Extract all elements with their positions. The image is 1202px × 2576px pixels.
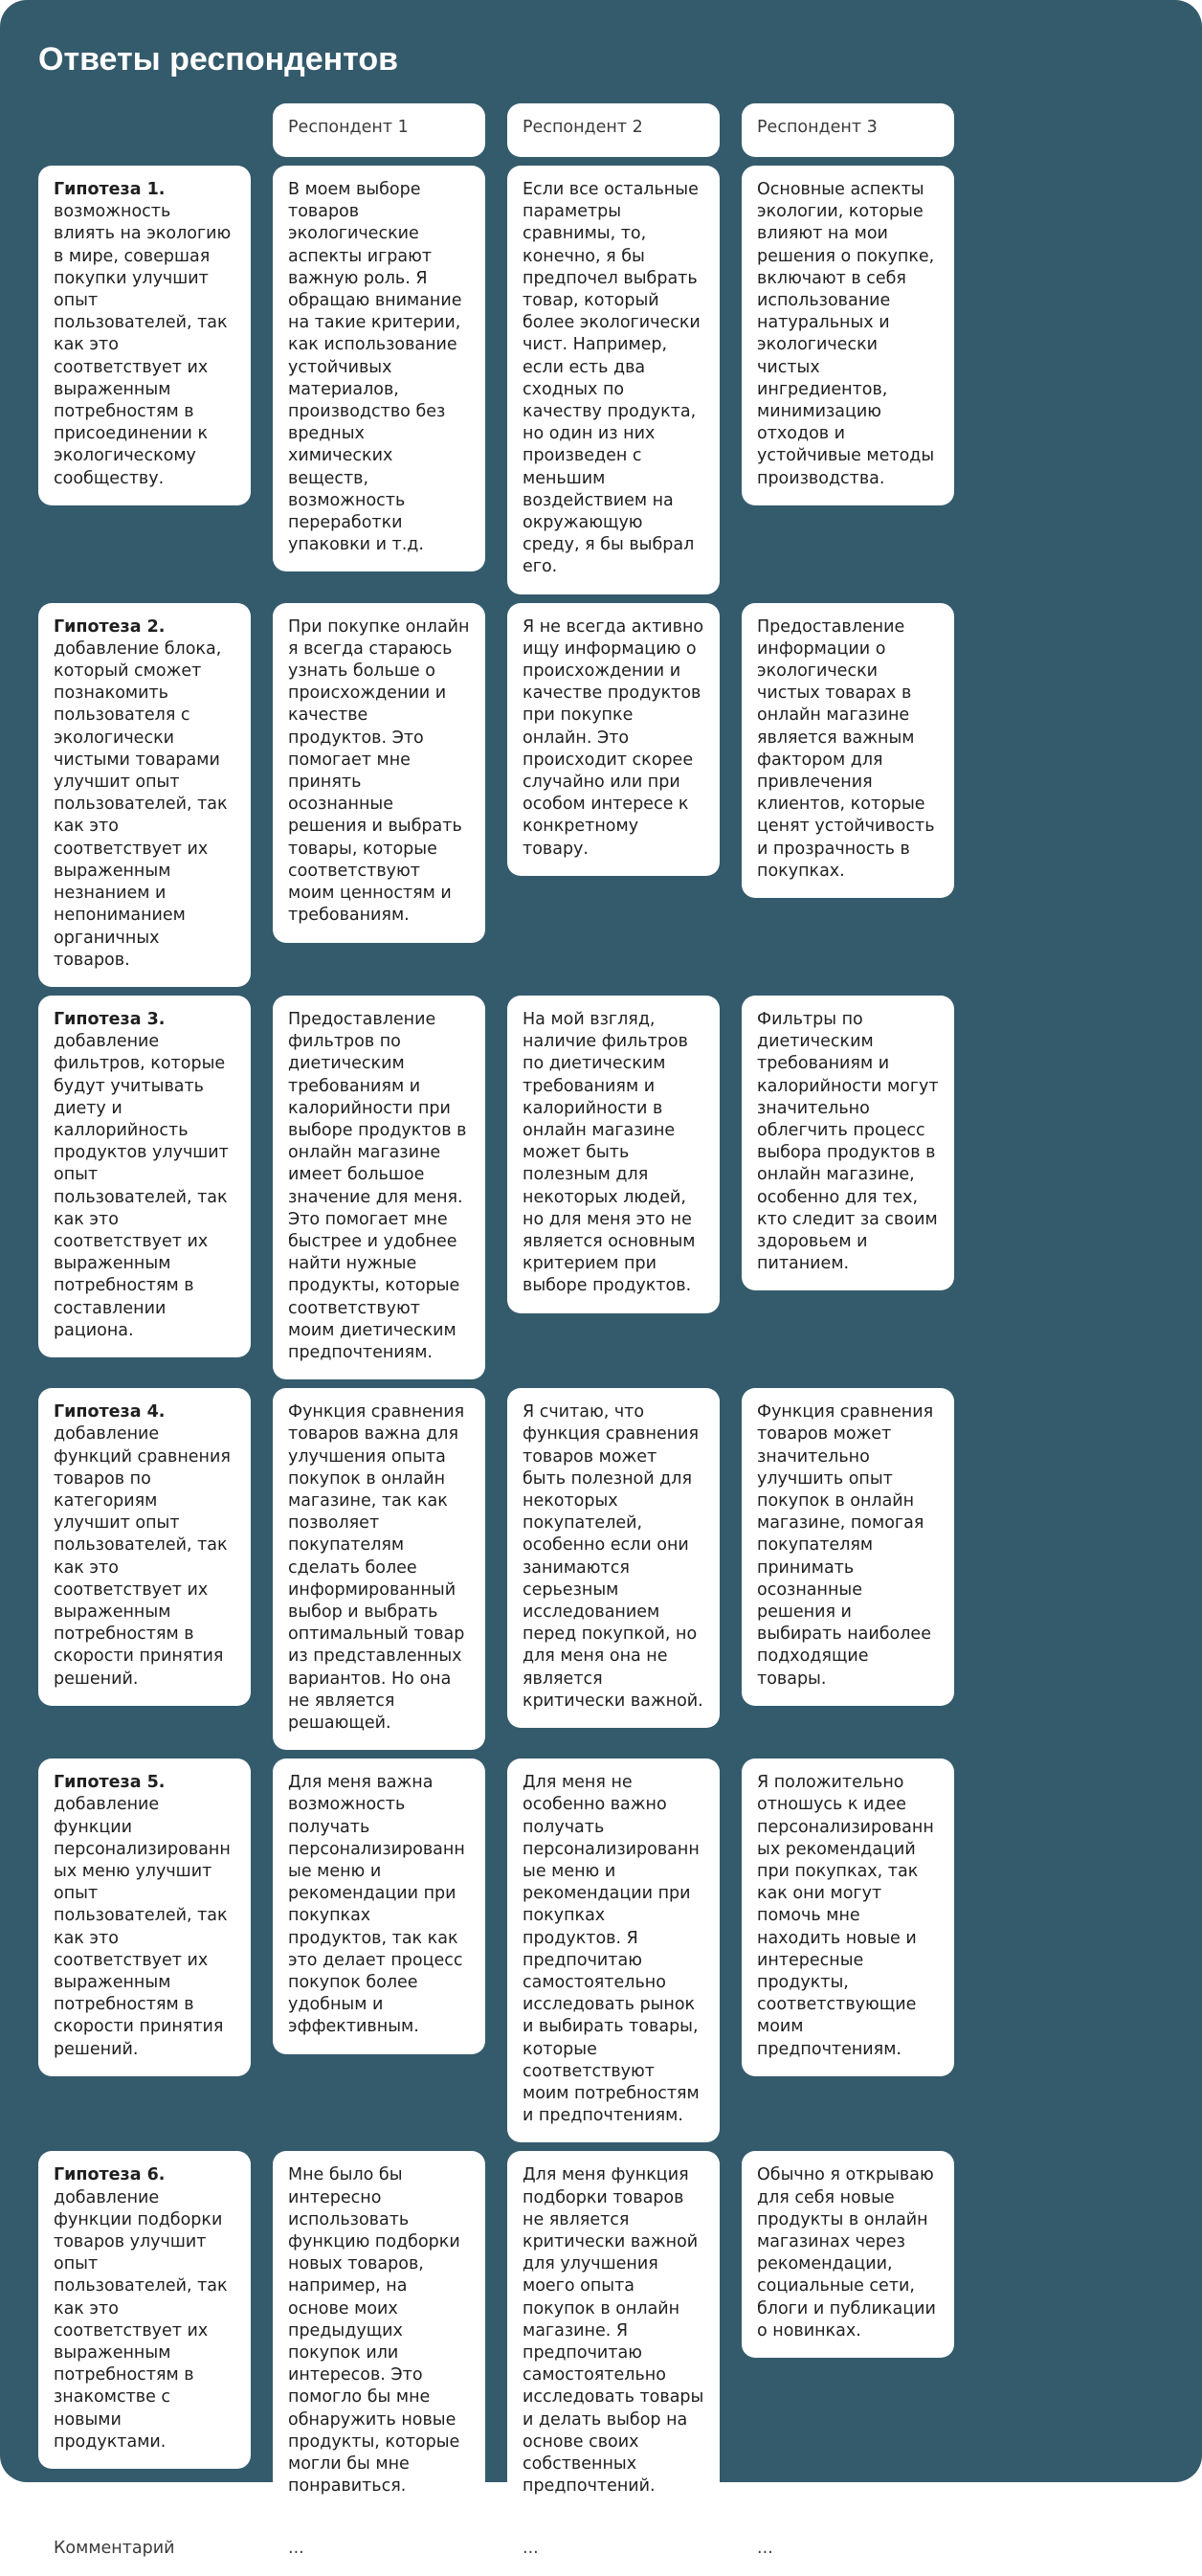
answer-card: При покупке онлайн я всегда стараюсь узнать больше о происхождении и качестве продуктов. Это помогает мне принять осознанные решения и выбрать товары, которые соответствуют моим ценностям и требованиям. — [273, 603, 485, 943]
hypothesis-title: Гипотеза 6. — [54, 2165, 166, 2185]
answer-card: Мне было бы интересно использовать функцию подборки новых товаров, например, на основе моих предыдущих покупок или интересов. Это помогло бы мне обнаружить новые продукты, которые могли бы мне понравиться. — [273, 2151, 485, 2513]
answer-card: Функция сравнения товаров важна для улучшения опыта покупок в онлайн магазине, так как позволяет покупателям сделать более информированный выбор и выбрать оптимальный товар из представленных вариантов. Но она не является решающей. — [273, 1388, 485, 1750]
answer-card: Обычно я открываю для себя новые продукты в онлайн магазинах через рекомендации, социальные сети, блоги и публикации о новинках. — [742, 2151, 954, 2358]
hypothesis-title: Гипотеза 3. — [54, 1009, 166, 1029]
hypothesis-title: Гипотеза 5. — [54, 1773, 166, 1793]
answer-card: На мой взгляд, наличие фильтров по диетическим требованиям и калорийности в онлайн магазине может быть полезным для некоторых людей, но для меня это не является основным критерием при выборе продуктов. — [507, 996, 720, 1313]
hypothesis-title: Гипотеза 2. — [54, 616, 166, 637]
hypothesis-text: добавление блока, который сможет познакомить пользователя с экологически чистыми товарами улучшит опыт пользователей, так как это соответствует их выраженным незнанием и непониманием органичных товаров. — [54, 638, 228, 970]
answer-card: В моем выборе товаров экологические аспекты играют важную роль. Я обращаю внимание на такие критерии, как использование устойчивых материалов, производство без вредных химических веществ, возможность переработки упаковки и т.д. — [273, 166, 485, 571]
hypothesis-title: Гипотеза 4. — [54, 1402, 166, 1422]
respondent-header-1: Респондент 1 — [273, 103, 485, 157]
comment-field-2[interactable]: ... — [507, 2522, 720, 2576]
hypothesis-card-5 — [38, 1758, 251, 2076]
responses-grid — [38, 103, 954, 2576]
answer-card: Предоставление фильтров по диетическим требованиям и калорийности при выборе продуктов в онлайн магазине имеет большое значение для меня. Это помогает мне быстрее и удобнее найти нужные продукты, которые соответствуют моим диетическим предпочтениям. — [273, 996, 485, 1379]
hypothesis-title: Гипотеза 1. — [54, 180, 166, 199]
answer-card: Функция сравнения товаров может значительно улучшить опыт покупок в онлайн магазине, помогая покупателям принимать осознанные решения и выбирать наиболее подходящие товары. — [742, 1388, 954, 1706]
comment-field-3[interactable]: ... — [742, 2522, 954, 2576]
answer-card: Для меня важна возможность получать персонализированные меню и рекомендации при покупках продуктов, так как это делает процесс покупок более удобным и эффективным. — [273, 1758, 485, 2053]
comment-field-1[interactable]: ... — [273, 2522, 485, 2576]
answer-card: Предоставление информации о экологически чистых товарах в онлайн магазине является важным фактором для привлечения клиентов, которые ценят устойчивость и прозрачность в покупках. — [742, 603, 954, 898]
answer-card: Основные аспекты экологии, которые влияют на мои решения о покупке, включают в себя использование натуральных и экологически чистых ингредиентов, минимизацию отходов и устойчивые методы производства. — [742, 166, 954, 505]
hypothesis-card-6 — [38, 2151, 251, 2469]
respondent-header-2: Респондент 2 — [507, 103, 720, 157]
comment-label: Комментарий — [38, 2522, 251, 2576]
hypothesis-text: добавление функции подборки товаров улучшит опыт пользователей, так как это соответствует их выраженным потребностям в знакомстве с новыми продуктами. — [54, 2187, 228, 2452]
answer-card: Фильтры по диетическим требованиям и калорийности могут значительно облегчить процесс выбора продуктов в онлайн магазине, особенно для тех, кто следит за своим здоровьем и питанием. — [742, 996, 954, 1290]
answer-card: Я считаю, что функция сравнения товаров может быть полезной для некоторых покупателей, особенно если они занимаются серьезным исследованием перед покупкой, но для меня она не является критически важной. — [507, 1388, 720, 1728]
hypothesis-card-2 — [38, 603, 251, 987]
hypothesis-text: добавление фильтров, которые будут учитывать диету и каллорийность продуктов улучшит опыт пользователей, так как это соответствует их выраженным потребностям в составлении рациона. — [54, 1032, 229, 1340]
answer-card: Я не всегда активно ищу информацию о происхождении и качестве продуктов при покупке онлайн. Это происходит скорее случайно или при особом интересе к конкретному товару. — [507, 603, 720, 876]
answer-card: Если все остальные параметры сравнимы, то, конечно, я бы предпочел выбрать товар, который более экологически чист. Например, если есть два сходных по качеству продукта, но один из них произведен с меньшим воздействием на окружающую среду, я бы выбрал его. — [507, 166, 720, 594]
header-corner — [38, 103, 251, 157]
hypothesis-card-1 — [38, 166, 251, 505]
answer-card: Я положительно отношусь к идее персонализированных рекомендаций при покупках, так как они могут помочь мне находить новые и интересные продукты, соответствующие моим предпочтениям. — [742, 1758, 954, 2076]
hypothesis-text: добавление функций сравнения товаров по категориям улучшит опыт пользователей, так как это соответствует их выраженным потребностям в скорости принятия решений. — [54, 1424, 231, 1689]
hypothesis-text: возможность влиять на экологию в мире, совершая покупки улучшит опыт пользователей, так как это соответствует их выраженным потребностям в присоединении к экологическому сообществу. — [54, 202, 232, 488]
respondent-header-3: Респондент 3 — [742, 103, 954, 157]
hypothesis-card-3 — [38, 996, 251, 1357]
hypothesis-card-4 — [38, 1388, 251, 1706]
answer-card: Для меня функция подборки товаров не является критически важной для улучшения моего опыта покупок в онлайн магазине. Я предпочитаю самостоятельно исследовать товары и делать выбор на основе своих собственных предпочтений. — [507, 2151, 720, 2513]
hypothesis-text: добавление функции персонализированных меню улучшит опыт пользователей, так как это соответствует их выраженным потребностям в скорости принятия решений. — [54, 1795, 231, 2059]
answer-card: Для меня не особенно важно получать персонализированные меню и рекомендации при покупках продуктов. Я предпочитаю самостоятельно исследовать рынок и выбирать товары, которые соответствуют моим потребностям и предпочтениям. — [507, 1758, 720, 2142]
page-title: Ответы респондентов — [38, 41, 399, 78]
